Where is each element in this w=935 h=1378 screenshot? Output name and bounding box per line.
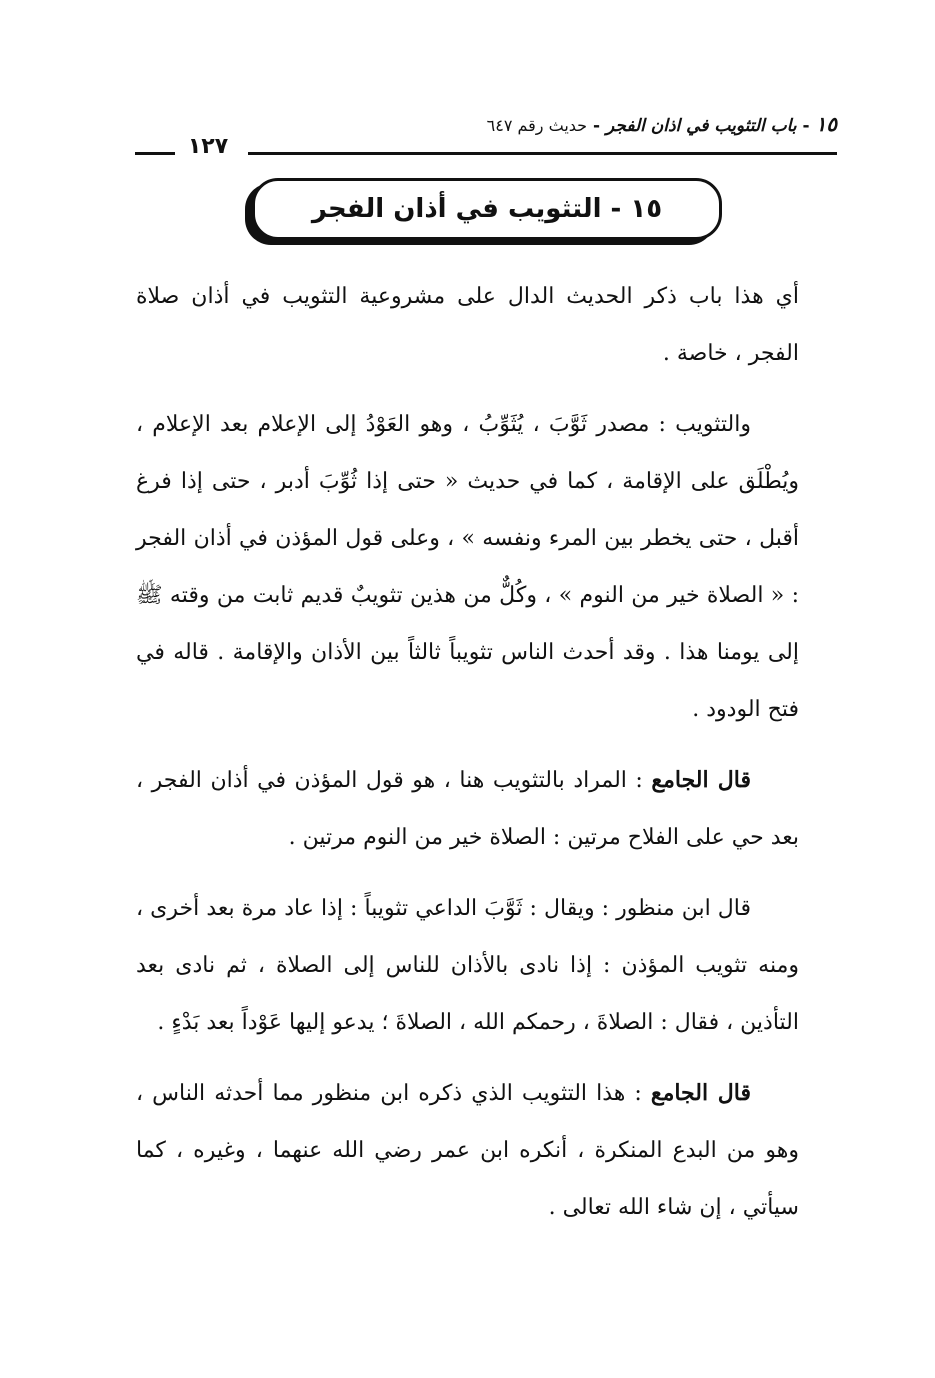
header-hadith-ref: حديث رقم ٦٤٧ <box>486 116 588 135</box>
chapter-title-box <box>252 178 722 240</box>
paragraph-compiler-note-2 <box>136 1065 799 1236</box>
paragraph-text: أي هذا باب ذكر الحديث الدال على مشروعية التثويب في أذان صلاة الفجر ، خاصة . <box>136 284 799 366</box>
paragraph-lead: قال الجامع <box>651 767 751 793</box>
header-chapter-number: ١٥ <box>815 112 837 136</box>
paragraph-compiler-note-1 <box>136 752 799 866</box>
paragraph-ibn-manzur <box>136 880 799 1051</box>
page-number: ١٢٧ <box>187 134 229 159</box>
header-separator: - <box>796 116 810 136</box>
body-text <box>136 268 799 1250</box>
paragraph-definition <box>136 396 799 738</box>
paragraph-text: قال ابن منظور : ويقال : ثَوَّبَ الداعي تثويباً : إذا عاد مرة بعد أخرى ، ومنه تثويب المؤذن : إذا نادى بالأذان للناس إلى الصلاة ، ثم نادى بعد التأذين ، فقال : الصلاةَ ، رحمكم الله ، الصلاةَ ؛ يدعو إليها عَوْداً بعد بَدْءٍ . <box>136 896 799 1035</box>
page-number-dash <box>135 152 175 155</box>
chapter-title-text: التثويب في أذان الفجر <box>311 194 602 224</box>
chapter-title-separator: - <box>601 194 622 224</box>
paragraph-lead: قال الجامع <box>650 1080 751 1106</box>
chapter-title-number: ١٥ <box>630 194 663 224</box>
paragraph-intro <box>136 268 799 382</box>
paragraph-text: : هذا التثويب الذي ذكره ابن منظور مما أحدثه الناس ، وهو من البدع المنكرة ، أنكره ابن عمر رضي الله عنهما ، وغيره ، كما سيأتي ، إن شاء الله تعالى . <box>136 1081 799 1220</box>
header-rule <box>248 152 837 155</box>
running-header <box>250 112 837 146</box>
chapter-title <box>312 194 662 224</box>
header-separator: - <box>587 116 601 136</box>
header-chapter-title: باب التثويب في اذان الفجر <box>605 116 797 136</box>
paragraph-text: والتثويب : مصدر ثَوَّبَ ، يُثَوِّبُ ، وهو العَوْدُ إلى الإعلام بعد الإعلام ، ويُطْلَق على الإقامة ، كما في حديث « حتى إذا ثُوِّبَ أدبر ، حتى إذا فرغ أقبل ، حتى يخطر بين المرء ونفسه » ، وعلى قول المؤذن في أذان الفجر : « الصلاة خير من النوم » ، وكُلٌّ من هذين تثويبٌ قديم ثابت من وقته ﷺ إلى يومنا هذا . وقد أحدث الناس تثويباً ثالثاً بين الأذان والإقامة . قاله في فتح الودود . <box>136 412 800 722</box>
paragraph-text: : المراد بالتثويب هنا ، هو قول المؤذن في أذان الفجر ، بعد حي على الفلاح مرتين : الصلاة خير من النوم مرتين . <box>136 768 799 850</box>
